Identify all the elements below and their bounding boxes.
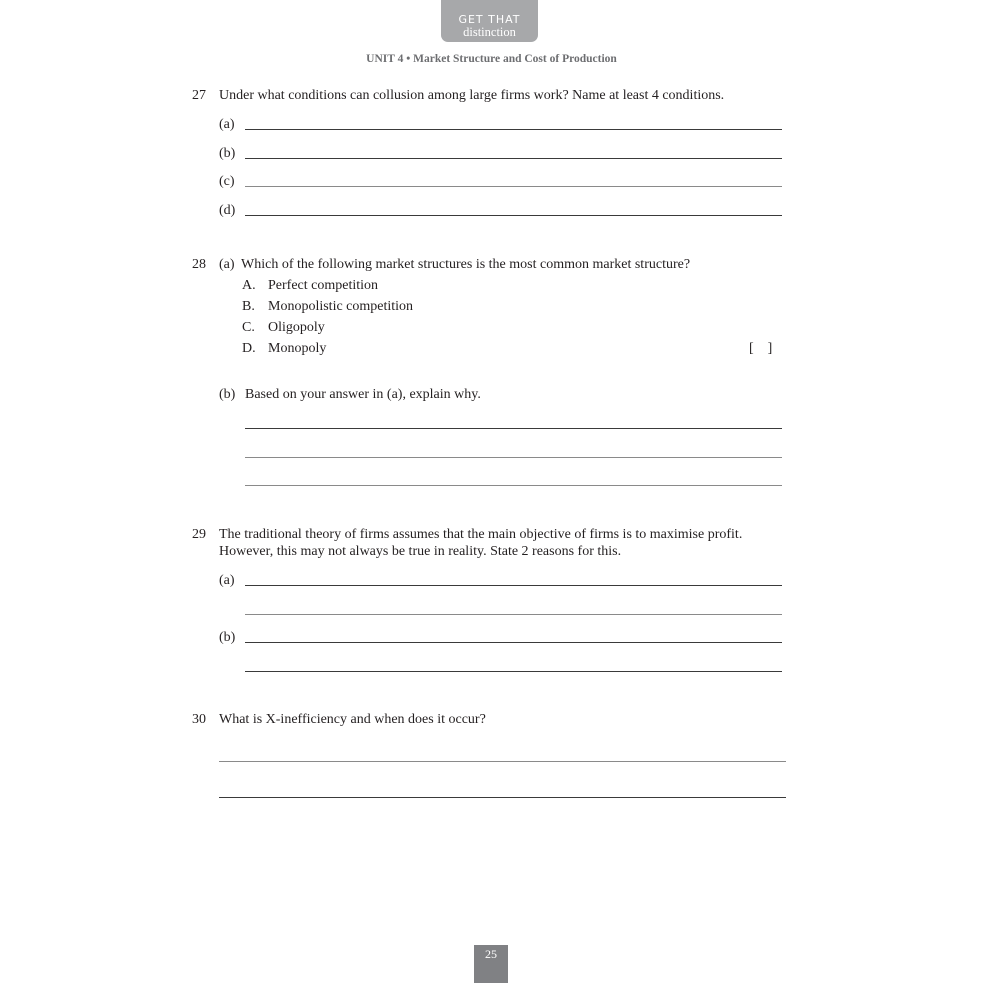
option-d-text[interactable]: Monopoly [268,341,327,356]
q29-answer-line-a2[interactable] [245,614,782,615]
q30-answer-line-1[interactable] [219,761,786,762]
running-head: UNIT 4 • Market Structure and Cost of Production [366,53,617,65]
q29-part-b-label: (b) [219,630,236,645]
answer-box[interactable]: [ ] [749,341,773,356]
q28b-answer-line-1[interactable] [245,428,782,429]
option-b-letter: B. [242,299,255,314]
q28b-answer-line-3[interactable] [245,485,782,486]
page-number: 25 [485,947,497,961]
option-c-letter: C. [242,320,255,335]
question-27-number: 27 [192,88,206,103]
q27-answer-line-a[interactable] [245,129,782,130]
q27-answer-line-d[interactable] [245,215,782,216]
question-30-text: What is X-inefficiency and when does it occur? [219,712,486,727]
q28-part-b-text: Based on your answer in (a), explain why. [245,387,481,402]
page-number-box [474,945,508,983]
q29-answer-line-a1[interactable] [245,585,782,586]
option-a-letter: A. [242,278,256,293]
option-c-text[interactable]: Oligopoly [268,320,325,335]
q28-part-a-label: (a) [219,257,235,272]
q29-answer-line-b2[interactable] [245,671,782,672]
brand-badge [441,0,538,42]
option-a-text[interactable]: Perfect competition [268,278,379,293]
q28-part-a-text: Which of the following market structures is the most common market structure? [241,257,691,272]
q27-part-d-label: (d) [219,203,236,218]
q27-part-b-label: (b) [219,146,236,161]
q29-part-a-label: (a) [219,573,235,588]
q27-part-a-label: (a) [219,117,235,132]
option-d-letter: D. [242,341,256,356]
question-30-number: 30 [192,712,206,727]
q28-part-b-label: (b) [219,387,236,402]
question-27-text: Under what conditions can collusion among large firms work? Name at least 4 conditions. [219,88,725,103]
q27-answer-line-b[interactable] [245,158,782,159]
badge-line2: distinction [463,25,516,39]
q30-answer-line-2[interactable] [219,797,786,798]
q27-answer-line-c[interactable] [245,186,782,187]
question-29-number: 29 [192,527,206,542]
q28b-answer-line-2[interactable] [245,457,782,458]
question-28-number: 28 [192,257,206,272]
question-29-text-line1: The traditional theory of firms assumes that the main objective of firms is to maximise profit. [219,527,743,542]
q29-answer-line-b1[interactable] [245,642,782,643]
badge-line1: GET THAT [458,13,521,26]
question-29-text-line2: However, this may not always be true in reality. State 2 reasons for this. [219,544,622,559]
q27-part-c-label: (c) [219,174,235,189]
option-b-text[interactable]: Monopolistic competition [268,299,414,314]
